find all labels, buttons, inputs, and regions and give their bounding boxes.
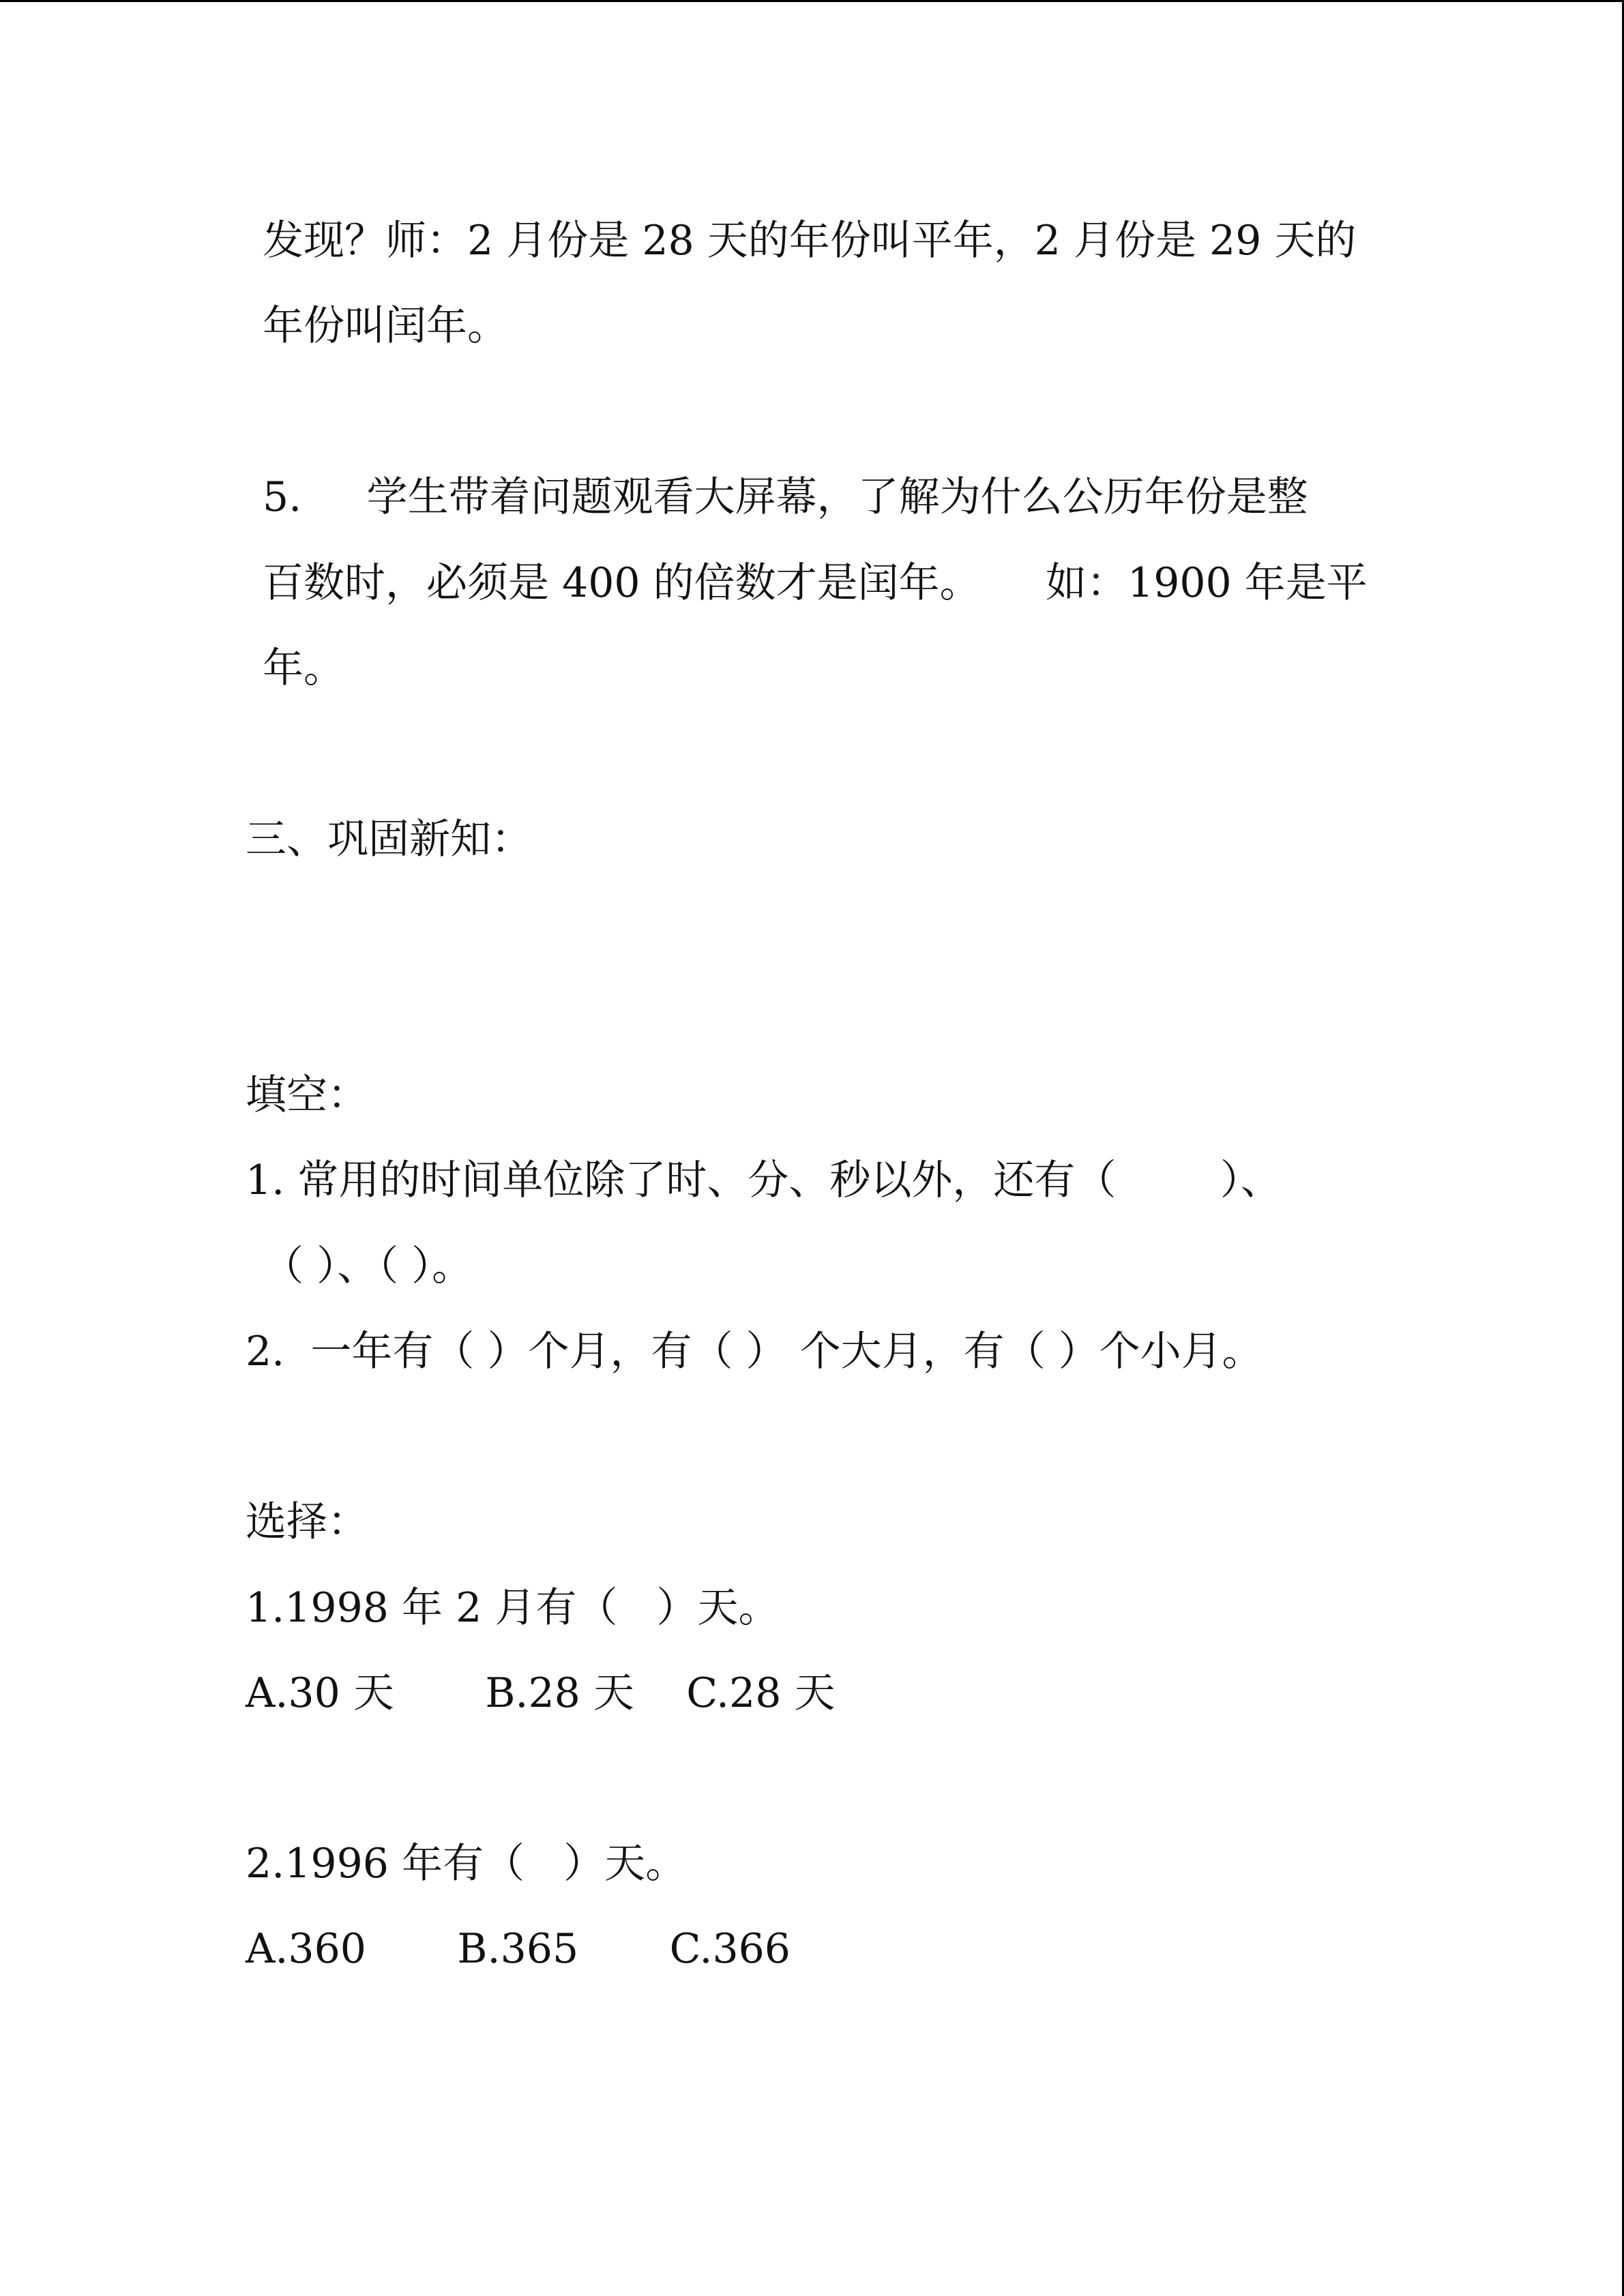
item-5-line-2: 百数时，必须是 400 的倍数才是闰年。 如：1900 年是平 [263, 559, 1368, 607]
choice-q1-options: A.30 天 B.28 天 C.28 天 [246, 1669, 836, 1717]
fill-blank-q1-line-2: （ ）、（ ）。 [263, 1242, 473, 1290]
item-5-line-1: 5. 学生带着问题观看大屏幕，了解为什么公历年份是整 [263, 473, 1308, 521]
choice-heading: 选择： [246, 1498, 368, 1546]
fill-blank-q1-line-1: 1. 常用的时间单位除了时、分、秒以外，还有（ ）、 [246, 1157, 1282, 1204]
fill-blank-heading: 填空： [246, 1071, 368, 1119]
paragraph-line-2: 年份叫闰年。 [263, 302, 508, 350]
paragraph-line-1: 发现？师：2 月份是 28 天的年份叫平年，2 月份是 29 天的 [263, 217, 1357, 265]
item-5-line-3: 年。 [263, 644, 344, 692]
choice-q2: 2.1996 年有（ ）天。 [246, 1840, 687, 1888]
choice-q2-options: A.360 B.365 C.366 [246, 1925, 791, 1973]
section-heading: 三、巩固新知： [246, 816, 532, 863]
choice-q1: 1.1998 年 2 月有（ ）天。 [246, 1584, 780, 1632]
fill-blank-q2: 2. 一年有（ ）个月，有（ ） 个大月，有（ ）个小月。 [246, 1328, 1263, 1375]
